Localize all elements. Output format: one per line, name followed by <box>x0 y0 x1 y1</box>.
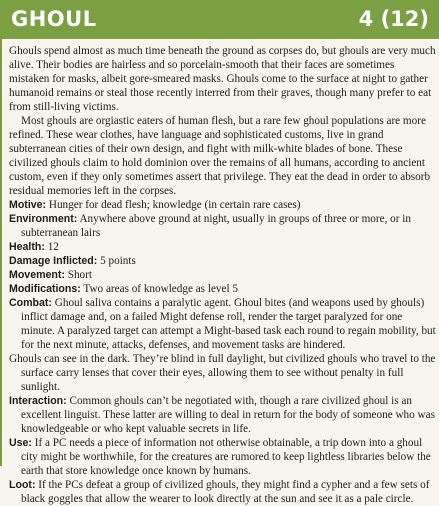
stat-interaction <box>9 394 437 436</box>
stat-value: Hunger for dead flesh; knowledge (in certain rare cases) <box>48 199 301 211</box>
description-paragraph: Most ghouls are orgiastic eaters of human flesh, but a rare few ghoul populations are more refined. These wear clothes, have language and sophisticated customs, live in grand subterranean cities of their own design, and fight with milk-white blades of bone. These civilized ghouls claim to hold dominion over the remains of all humans, according to ancient custom, even if they only sometimes assert that privilege. They eat the dead in order to absorb residual memories left in the corpses. <box>9 115 431 197</box>
stat-loot <box>9 478 437 506</box>
creature-body <box>9 44 437 506</box>
creature-name: GHOUL <box>11 7 97 31</box>
stat-value: Anywhere above ground at night, usually in groups of three or more, or in subterranean lairs <box>21 213 411 239</box>
stat-modifications <box>9 282 437 296</box>
stat-use <box>9 436 437 478</box>
stat-value: Ghoul saliva contains a paralytic agent. Ghoul bites (and weapons used by ghouls) inflict damage and, on a failed Might defense roll, render the target paralyzed for one minute. A paralyzed target can attempt a Might-based task each round to regain mobility, but for the next minute, attacks, defenses, and movement tasks are hindered. <box>21 297 436 351</box>
stat-label: Movement: <box>9 269 65 281</box>
stat-label: Motive: <box>9 199 47 211</box>
stat-environment <box>9 212 437 240</box>
stat-value: Two areas of knowledge as level 5 <box>83 283 238 295</box>
stat-movement <box>9 268 437 282</box>
stat-motive <box>9 198 437 212</box>
stat-label: Modifications: <box>9 283 81 295</box>
stat-label: Combat: <box>9 297 52 309</box>
stat-value: Short <box>67 269 92 281</box>
stat-value: If a PC needs a piece of information not otherwise obtainable, a trip down into a ghoul city might be worthwhile, for the creatures are rumored to keep lightless libraries below the earth that store knowledge once known by humans. <box>21 437 431 477</box>
stat-sight: Ghouls can see in the dark. They’re blind in full daylight, but civilized ghouls who travel to the surface carry lenses that cover their eyes, allowing them to see without penalty in full sunlight. <box>9 353 436 393</box>
description-paragraph: Ghouls spend almost as much time beneath the ground as corpses do, but ghouls are very much alive. Their bodies are hairless and so porcelain-smooth that their faces are sometimes mistaken for masks, albeit gore-smeared masks. Ghouls come to the surface at night to gather humanoid remains or steal those recently interred from their graves, though many prefer to eat from still-living victims. <box>9 45 436 113</box>
stat-value: If the PCs defeat a group of civilized ghouls, they might find a cypher and a few sets of black goggles that allow the wearer to look directly at the sun and see it as a pale circle. <box>21 479 430 505</box>
stat-value: Common ghouls can’t be negotiated with, though a rare civilized ghoul is an excellent linguist. These latter are willing to deal in return for the body of someone who was knowledgeable or who kept valuable secrets in life. <box>21 395 435 435</box>
stat-label: Health: <box>9 241 45 253</box>
stat-label: Loot: <box>9 479 36 491</box>
stat-label: Interaction: <box>9 395 67 407</box>
stat-damage <box>9 254 437 268</box>
stat-label: Environment: <box>9 213 78 225</box>
creature-level: 4 (12) <box>358 7 429 31</box>
stat-value: 12 <box>47 241 59 253</box>
stat-label: Damage Inflicted: <box>9 255 98 267</box>
stat-label: Use: <box>9 437 32 449</box>
stat-health <box>9 240 437 254</box>
stat-value: 5 points <box>100 255 136 267</box>
stat-combat <box>9 296 437 352</box>
creature-header <box>2 0 439 39</box>
